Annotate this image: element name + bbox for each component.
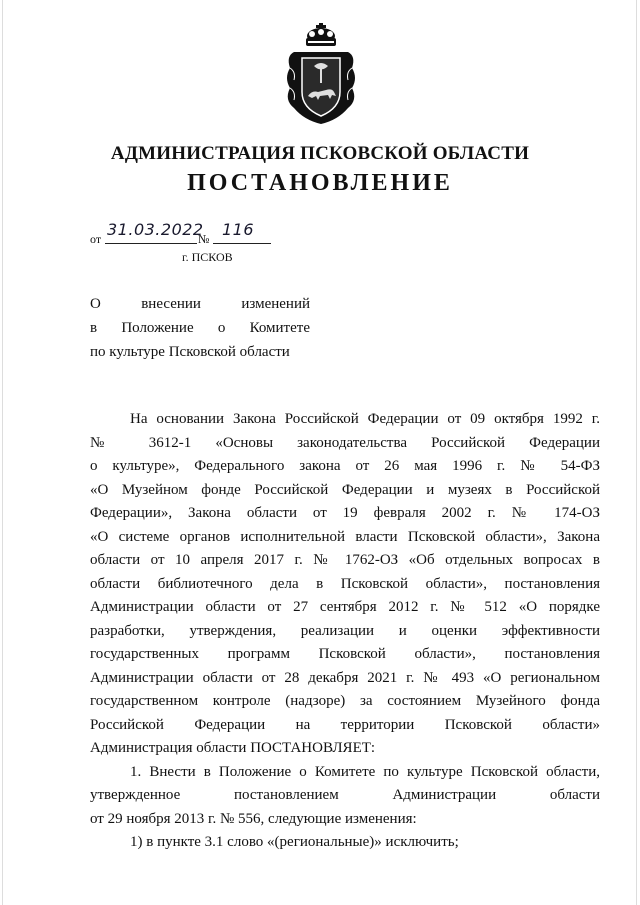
body-line: от 29 ноября 2013 г. № 556, следующие изменения: bbox=[90, 810, 417, 827]
subject-line: по культуре Псковской области bbox=[90, 344, 290, 360]
city-label: г. ПСКОВ bbox=[182, 250, 233, 264]
body-line: утвержденное постановлением Администрации области bbox=[90, 787, 600, 803]
number-prefix: № bbox=[198, 232, 210, 246]
pskov-coat-of-arms-icon bbox=[284, 22, 358, 126]
number-underline bbox=[213, 243, 271, 244]
body-text bbox=[90, 408, 600, 855]
date-underline bbox=[105, 243, 197, 244]
document-type-title: ПОСТАНОВЛЕНИЕ bbox=[187, 170, 453, 196]
body-line: государственных программ Псковской области», постановления bbox=[90, 646, 600, 662]
body-line: Федерации», Закона области от 19 февраля 2002 г. № 174-ОЗ bbox=[90, 505, 600, 521]
body-line: государственном контроле (надзоре) за состоянием Музейного фонда bbox=[90, 693, 600, 709]
body-line: области от 10 апреля 2017 г. № 1762-ОЗ «Об отдельных вопросах в bbox=[90, 552, 600, 568]
body-line: 1. Внести в Положение о Комитете по культуре Псковской области, bbox=[130, 763, 600, 780]
body-line: о культуре», Федерального закона от 26 мая 1996 г. № 54-ФЗ bbox=[90, 458, 600, 474]
number-value: 116 bbox=[222, 220, 255, 239]
body-line: На основании Закона Российской Федерации от 09 октября 1992 г. bbox=[130, 411, 600, 427]
body-line: Российской Федерации на территории Псковской области» bbox=[90, 716, 600, 733]
subject-line: О внесении изменений bbox=[90, 296, 310, 312]
scan-edge-left bbox=[2, 0, 3, 905]
body-line: «О системе органов исполнительной власти Псковской области», Закона bbox=[90, 528, 600, 545]
body-line: 1) в пункте 3.1 слово «(региональные)» исключить; bbox=[130, 834, 459, 850]
subject-line: в Положение о Комитете bbox=[90, 320, 310, 336]
body-line: разработки, утверждения, реализации и оценки эффективности bbox=[90, 622, 600, 639]
date-number-line bbox=[90, 220, 290, 246]
body-line: «О Музейном фонде Российской Федерации и музеях в Российской bbox=[90, 481, 600, 498]
subject-block bbox=[90, 292, 310, 364]
date-prefix: от bbox=[90, 232, 102, 246]
scan-edge-right bbox=[636, 0, 637, 905]
body-line: области библиотечного дела в Псковской области», постановления bbox=[90, 575, 600, 592]
body-line: Администрация области ПОСТАНОВЛЯЕТ: bbox=[90, 740, 376, 756]
date-value: 31.03.2022 bbox=[107, 220, 204, 239]
body-line: Администрации области от 28 декабря 2021 г. № 493 «О региональном bbox=[90, 669, 600, 686]
body-line: Администрации области от 27 сентября 2012 г. № 512 «О порядке bbox=[90, 599, 600, 615]
body-line: № 3612-1 «Основы законодательства Российской Федерации bbox=[90, 434, 600, 451]
organization-title: АДМИНИСТРАЦИЯ ПСКОВСКОЙ ОБЛАСТИ bbox=[110, 143, 530, 164]
